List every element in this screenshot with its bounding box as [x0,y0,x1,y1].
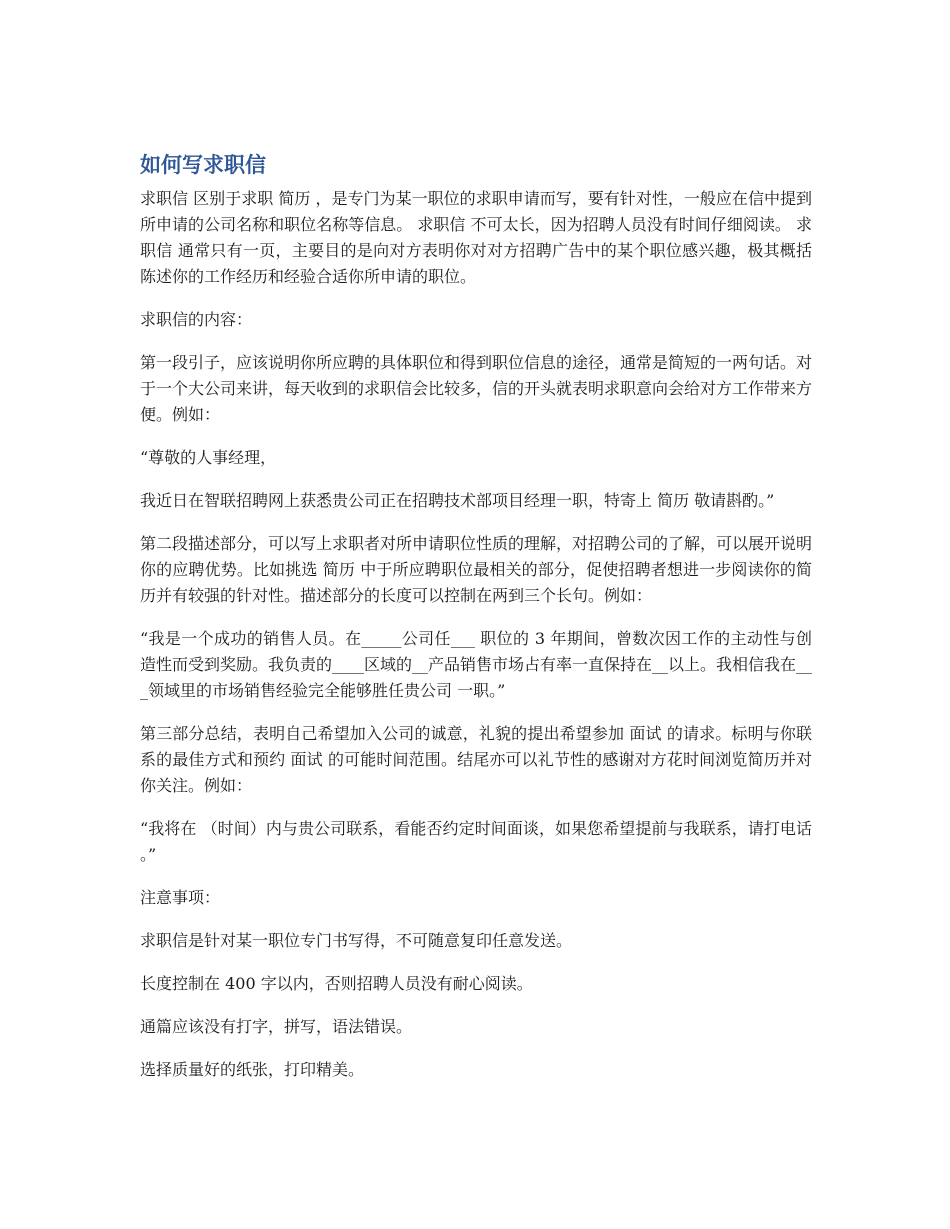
paragraph-second-section: 第二段描述部分，可以写上求职者对所申请职位性质的理解，对招聘公司的了解，可以展开说明你的应聘优势。比如挑选 简历 中于所应聘职位最相关的部分，促使招聘者想进一步阅读你的简历并有较强的针对性。描述部分的长度可以控制在两到三个长句。例如： [140,534,813,605]
paragraph-first-section: 第一段引子，应该说明你所应聘的具体职位和得到职位信息的途径，通常是简短的一两句话。对于一个大公司来讲，每天收到的求职信会比较多，信的开头就表明求职意向会给对方工作带来方便。例如： [140,353,813,424]
paragraph-note-item: 长度控制在 400 字以内，否则招聘人员没有耐心阅读。 [140,974,533,993]
paragraph-example-salutation: “尊敬的人事经理， [140,448,277,467]
paragraph-note-item: 选择质量好的纸张，打印精美。 [140,1060,365,1079]
paragraph-notes-heading: 注意事项： [140,888,221,907]
paragraph-example-opening: 我近日在智联招聘网上获悉贵公司正在招聘技术部项目经理一职，特寄上 简历 敬请斟酌。” [140,491,775,510]
document-body [140,150,812,1100]
paragraph-content-heading: 求职信的内容： [140,310,253,329]
paragraph-note-item: 求职信是针对某一职位专门书写得，不可随意复印任意发送。 [140,931,573,950]
paragraph-third-section: 第三部分总结，表明自己希望加入公司的诚意，礼貌的提出希望参加 面试 的请求。标明与你联系的最佳方式和预约 面试 的可能时间范围。结尾亦可以礼节性的感谢对方花时间浏览简历并对你关注。例如： [140,724,812,795]
paragraph-intro: 求职信 区别于求职 简历 ，是专门为某一职位的求职申请而写，要有针对性，一般应在信中提到所申请的公司名称和职位名称等信息。 求职信 不可太长，因为招聘人员没有时间仔细阅读。 求职信 通常只有一页，主要目的是向对方表明你对对方招聘广告中的某个职位感兴趣，极其概括陈述你的工作经历和经验合适你所申请的职位。 [140,189,812,286]
paragraph-example-closing: “我将在 （时间）内与贵公司联系，看能否约定时间面谈，如果您希望提前与我联系，请打电话 。” [140,819,812,864]
document-title: 如何写求职信 [140,153,266,177]
paragraph-note-item: 通篇应该没有打字，拼写，语法错误。 [140,1017,413,1036]
paragraph-example-description: “我是一个成功的销售人员。在_____公司任___ 职位的 3 年期间，曾数次因工作的主动性与创造性而受到奖励。我负责的____区域的__产品销售市场占有率一直保持在__以上。我相信我在___领域里的市场销售经验完全能够胜任贵公司 一职。” [140,629,813,700]
